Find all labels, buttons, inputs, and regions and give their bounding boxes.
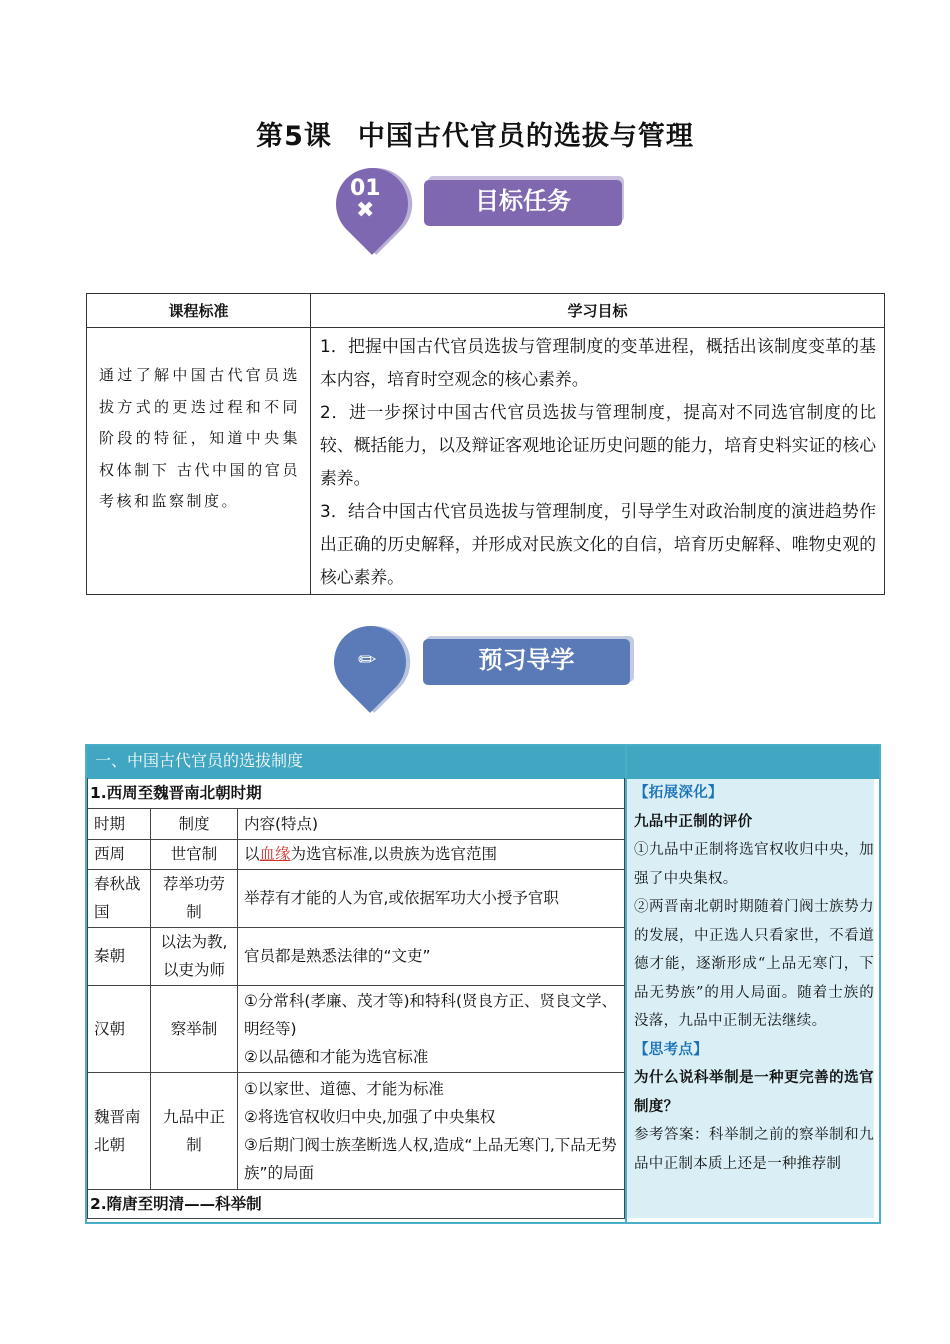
table-row: 汉朝 察举制 ①分常科(孝廉、茂才等)和特科(贤良方正、贤良文学、明经等) ②以品德和才能为选官标准 [88,985,625,1072]
table-row: 秦朝 以法为教,以吏为师 官员都是熟悉法律的“文吏” [88,927,625,985]
column-header: 制度 [151,808,238,839]
objective-header: 学习目标 [311,294,885,328]
badge-number: 01 [350,176,381,201]
objective-item: 1．把握中国古代官员选拔与管理制度的变革进程，概括出该制度变革的基本内容，培育时空观念的核心素养。 [320,336,876,389]
extension-sidebar [627,779,874,1218]
extension-tag: 【拓展深化】 [634,785,723,801]
goals-table [86,293,885,595]
goals-section-label: 目标任务 [424,180,622,226]
preview-heading: 一、中国古代官员的选拔制度 [87,746,633,779]
preview-section-label: 预习导学 [423,639,630,685]
column-header: 时期 [88,808,151,839]
thinking-question: 为什么说科举制是一种更完善的选官制度？ [634,1070,874,1115]
subheading-2: 2.隋唐至明清——科举制 [88,1189,625,1218]
pencil-icon: ✏ [358,648,377,673]
highlighted-term: 血缘 [259,845,291,863]
thinking-tag: 【思考点】 [634,1041,708,1058]
table-row: 西周 世官制 以血缘为选官标准,以贵族为选官范围 [88,839,625,869]
cross-icon: ✖ [356,198,375,223]
lesson-name: 中国古代官员的选拔与管理 [357,121,694,152]
lesson-title [0,114,950,153]
course-standard: 通过了解中国古代官员选拔方式的更迭过程和不同阶段的特征，知道中央集权体制下 古代中国的官员考核和监察制度。 [87,328,311,595]
extension-paragraph: ①九品中正制将选官权收归中央，加强了中央集权。 [634,842,874,887]
lesson-number: 第5课 [256,121,332,152]
learning-objectives [311,328,885,595]
column-header: 内容(特点) [238,808,625,839]
standard-header: 课程标准 [87,294,311,328]
objective-item: 2．进一步探讨中国古代官员选拔与管理制度，提高对不同选官制度的比较、概括能力，以及辩证客观地论证历史问题的能力，培育史料实证的核心素养。 [320,402,876,488]
extension-title: 九品中正制的评价 [634,813,753,830]
table-row: 魏晋南北朝 九品中正制 ①以家世、道德、才能为标准 ②将选官权收归中央,加强了中央集权 ③后期门阀士族垄断选人权,造成“上品无寒门,下品无势族”的局面 [88,1072,625,1189]
selection-system-table [87,778,625,1219]
table-row: 春秋战国 荐举功劳制 举荐有才能的人为官,或依据军功大小授予官职 [88,869,625,927]
thinking-answer: 参考答案：科举制之前的察举制和九品中正制本质上还是一种推荐制 [634,1127,874,1172]
subheading-1: 1.西周至魏晋南北朝时期 [88,778,625,808]
objective-item: 3．结合中国古代官员选拔与管理制度，引导学生对政治制度的演进趋势作出正确的历史解释，并形成对民族文化的自信，培育历史解释、唯物史观的核心素养。 [320,501,876,587]
extension-paragraph: ②两晋南北朝时期随着门阀士族势力的发展，中正选人只看家世，不看道德才能，逐渐形成“上品无寒门，下品无势族”的用人局面。随着士族的没落，九品中正制无法继续。 [634,899,874,1029]
